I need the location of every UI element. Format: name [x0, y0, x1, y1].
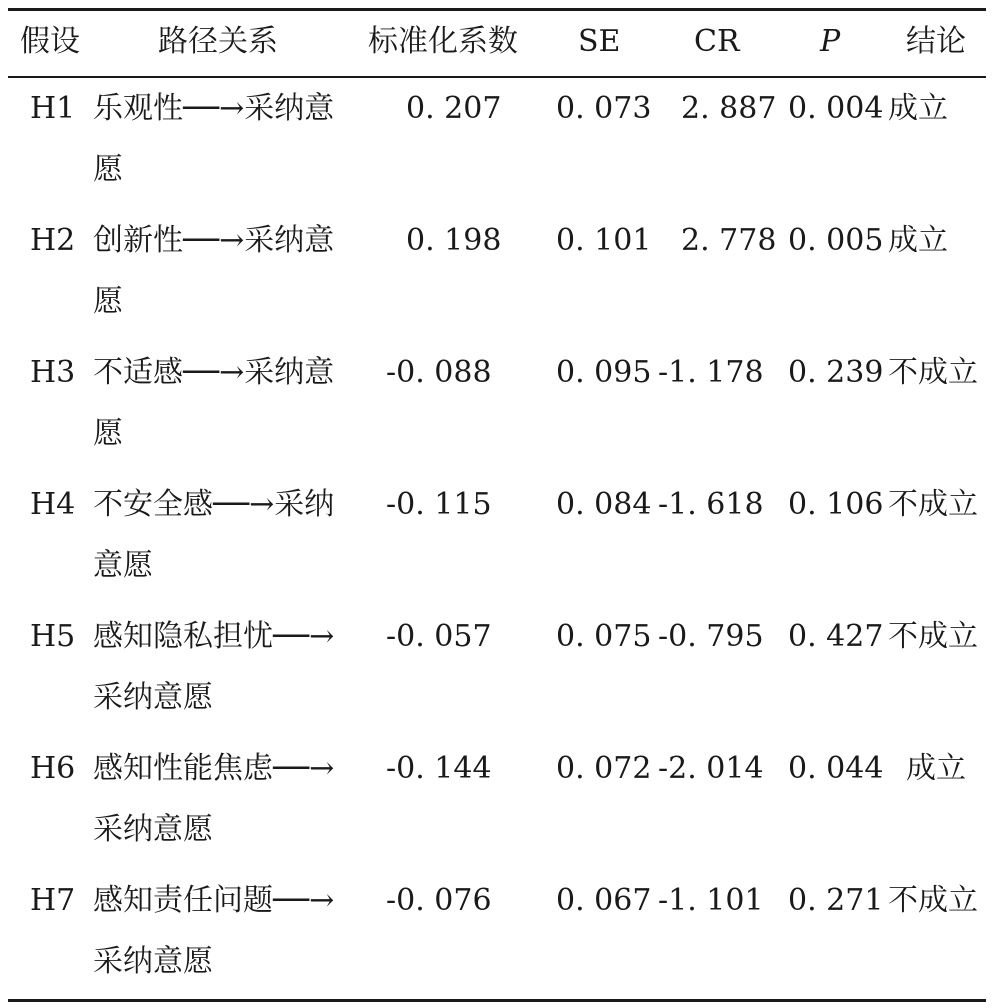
- row-hypothesis: H4: [30, 487, 76, 522]
- row-cr: -1. 618: [658, 487, 764, 522]
- row-std-coef: 0. 198: [406, 223, 502, 258]
- row-se: 0. 073: [556, 91, 652, 126]
- header-se: SE: [578, 24, 621, 59]
- row-std-coef: -0. 144: [386, 751, 492, 786]
- row-std-coef: -0. 115: [386, 487, 492, 522]
- row-conclusion: 不成立: [888, 355, 978, 390]
- row-path-continued: 采纳意愿: [93, 812, 213, 847]
- row-se: 0. 101: [556, 223, 652, 258]
- header-std-coef: 标准化系数: [368, 24, 518, 59]
- row-path: 创新性──→采纳意: [93, 223, 335, 258]
- row-se: 0. 075: [556, 619, 652, 654]
- row-se: 0. 067: [556, 883, 652, 918]
- hypothesis-results-table: [8, 0, 986, 1008]
- row-path: 感知责任问题──→: [93, 883, 335, 918]
- row-hypothesis: H3: [30, 355, 76, 390]
- header-hypothesis: 假设: [20, 24, 80, 59]
- row-path-continued: 采纳意愿: [93, 944, 213, 979]
- row-conclusion: 成立: [888, 91, 948, 126]
- header-conclusion: 结论: [906, 24, 966, 59]
- row-path: 乐观性──→采纳意: [93, 91, 335, 126]
- table-row: [8, 78, 986, 210]
- row-std-coef: -0. 057: [386, 619, 492, 654]
- table-row: [8, 342, 986, 474]
- table-row: [8, 870, 986, 1002]
- row-cr: 2. 887: [681, 91, 777, 126]
- row-hypothesis: H5: [30, 619, 76, 654]
- row-path-continued: 愿: [93, 416, 123, 451]
- row-path-continued: 愿: [93, 284, 123, 319]
- row-hypothesis: H2: [30, 223, 76, 258]
- row-path-continued: 意愿: [93, 548, 153, 583]
- row-p: 0. 106: [788, 487, 884, 522]
- table-row: [8, 474, 986, 606]
- row-cr: -1. 178: [658, 355, 764, 390]
- row-se: 0. 095: [556, 355, 652, 390]
- row-path-continued: 采纳意愿: [93, 680, 213, 715]
- header-p: P: [820, 24, 841, 59]
- row-p: 0. 004: [788, 91, 884, 126]
- row-conclusion: 成立: [888, 223, 948, 258]
- row-se: 0. 072: [556, 751, 652, 786]
- row-cr: 2. 778: [681, 223, 777, 258]
- table-row: [8, 210, 986, 342]
- row-std-coef: -0. 088: [386, 355, 492, 390]
- table-top-rule: [8, 8, 986, 11]
- row-p: 0. 239: [788, 355, 884, 390]
- row-cr: -1. 101: [658, 883, 764, 918]
- row-path: 感知性能焦虑──→: [93, 751, 335, 786]
- row-path: 不适感──→采纳意: [93, 355, 335, 390]
- row-p: 0. 005: [788, 223, 884, 258]
- row-hypothesis: H1: [30, 91, 76, 126]
- row-cr: -2. 014: [658, 751, 764, 786]
- header-cr: CR: [694, 24, 740, 59]
- row-p: 0. 044: [788, 751, 884, 786]
- row-path: 不安全感──→采纳: [93, 487, 335, 522]
- row-conclusion: 不成立: [888, 619, 978, 654]
- row-conclusion: 不成立: [888, 883, 978, 918]
- row-hypothesis: H7: [30, 883, 76, 918]
- row-conclusion: 成立: [906, 751, 966, 786]
- table-bottom-rule: [8, 999, 986, 1002]
- row-p: 0. 427: [788, 619, 884, 654]
- row-std-coef: -0. 076: [386, 883, 492, 918]
- row-conclusion: 不成立: [888, 487, 978, 522]
- row-se: 0. 084: [556, 487, 652, 522]
- row-std-coef: 0. 207: [406, 91, 502, 126]
- row-hypothesis: H6: [30, 751, 76, 786]
- table-row: [8, 738, 986, 870]
- row-path: 感知隐私担忧──→: [93, 619, 335, 654]
- row-path-continued: 愿: [93, 152, 123, 187]
- row-cr: -0. 795: [658, 619, 764, 654]
- row-p: 0. 271: [788, 883, 884, 918]
- table-row: [8, 606, 986, 738]
- header-path: 路径关系: [158, 24, 278, 59]
